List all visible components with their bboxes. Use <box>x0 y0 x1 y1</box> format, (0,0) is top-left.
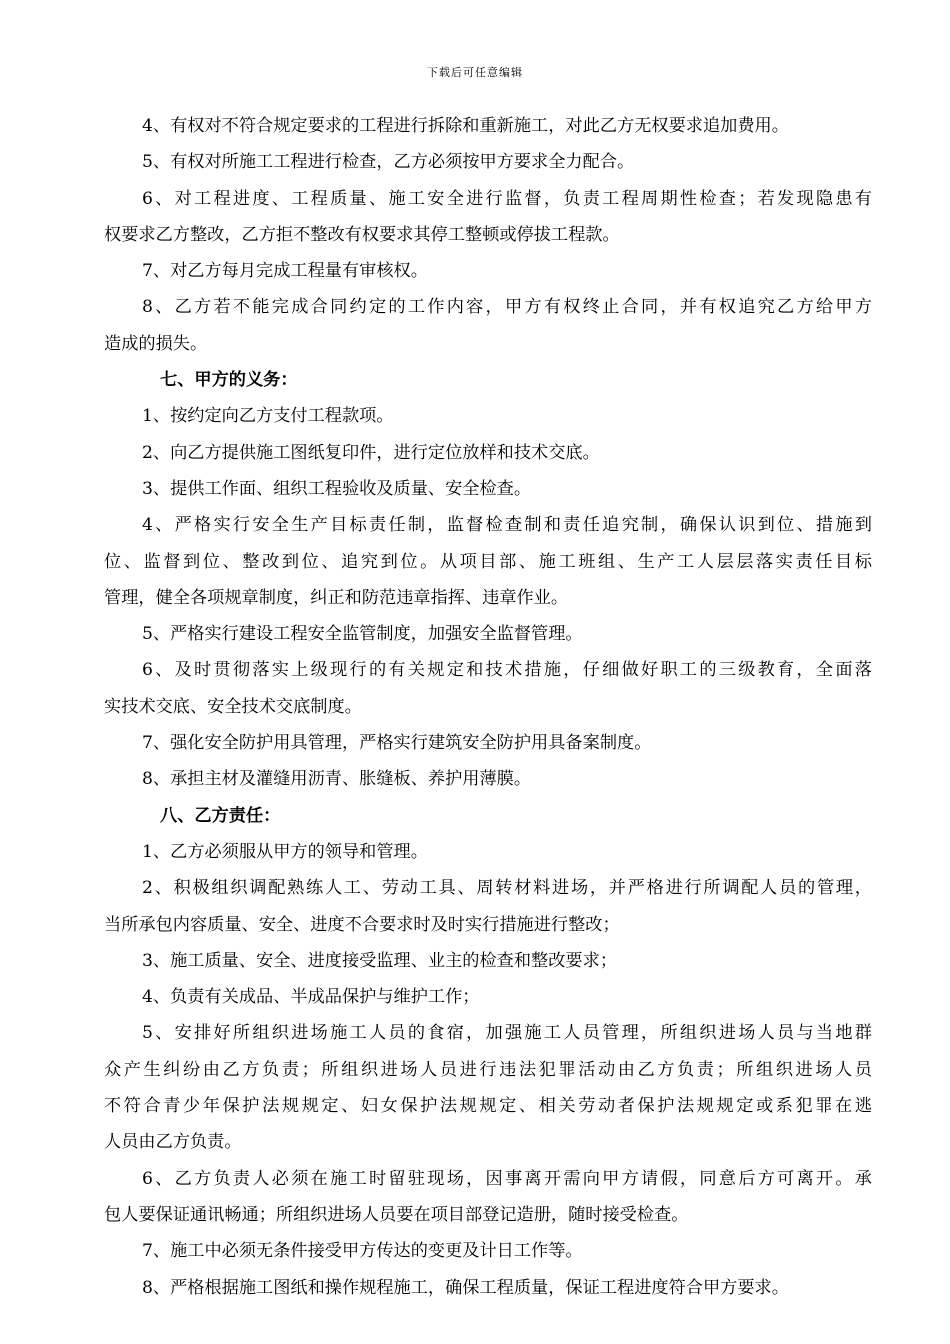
paragraph-line: 当所承包内容质量、安全、进度不合要求时及时实行措施进行整改； <box>104 914 620 935</box>
paragraph-line: 造成的损失。 <box>104 333 208 354</box>
paragraph-line: 包人要保证通讯畅通；所组织进场人员要在项目部登记造册，随时接受检查。 <box>104 1204 689 1225</box>
paragraph-line: 1、按约定向乙方支付工程款项。 <box>142 406 394 427</box>
paragraph-line: 7、施工中必须无条件接受甲方传达的变更及计日工作等。 <box>142 1241 583 1262</box>
paragraph-line: 3、提供工作面、组织工程验收及质量、安全检查。 <box>142 478 532 499</box>
page-header-note: 下载后可任意编辑 <box>427 66 523 79</box>
paragraph-line: 位、监督到位、整改到位、追究到位。从项目部、施工班组、生产工人层层落实责任目标 <box>104 551 872 572</box>
paragraph-line: 管理，健全各项规章制度，纠正和防范违章指挥、违章作业。 <box>104 587 569 608</box>
paragraph-line: 8、严格根据施工图纸和操作规程施工，确保工程质量，保证工程进度符合甲方要求。 <box>142 1277 789 1298</box>
paragraph-line: 不符合青少年保护法规规定、妇女保护法规规定、相关劳动者保护法规规定或系犯罪在逃 <box>104 1096 872 1117</box>
paragraph-line: 7、对乙方每月完成工程量有审核权。 <box>142 261 428 282</box>
paragraph-line: 1、乙方必须服从甲方的领导和管理。 <box>142 841 428 862</box>
paragraph-line: 人员由乙方负责。 <box>104 1132 242 1153</box>
paragraph-line: 4、有权对不符合规定要求的工程进行拆除和重新施工，对此乙方无权要求追加费用。 <box>142 116 789 136</box>
document-body <box>104 108 872 1306</box>
paragraph-line: 6、对工程进度、工程质量、施工安全进行监督，负责工程周期性检查；若发现隐患有 <box>142 188 872 209</box>
paragraph-line: 4、负责有关成品、半成品保护与维护工作； <box>142 987 480 1008</box>
paragraph-line: 众产生纠纷由乙方负责；所组织进场人员进行违法犯罪活动由乙方负责；所组织进场人员 <box>104 1059 872 1080</box>
paragraph-line: 8、承担主材及灌缝用沥青、胀缝板、养护用薄膜。 <box>142 769 532 790</box>
paragraph-line: 6、乙方负责人必须在施工时留驻现场，因事离开需向甲方请假，同意后方可离开。承 <box>142 1168 872 1189</box>
paragraph-line: 5、有权对所施工工程进行检查，乙方必须按甲方要求全力配合。 <box>142 152 635 173</box>
paragraph-line: 权要求乙方整改，乙方拒不整改有权要求其停工整顿或停拔工程款。 <box>104 224 620 245</box>
paragraph-line: 7、强化安全防护用具管理，严格实行建筑安全防护用具备案制度。 <box>142 733 652 754</box>
paragraph-line: 2、积极组织调配熟练人工、劳动工具、周转材料进场，并严格进行所调配人员的管理， <box>142 878 872 899</box>
paragraph-line: 8、乙方若不能完成合同约定的工作内容，甲方有权终止合同，并有权追究乙方给甲方 <box>142 297 872 318</box>
paragraph-line: 6、及时贯彻落实上级现行的有关规定和技术措施，仔细做好职工的三级教育，全面落 <box>142 660 872 681</box>
paragraph-line: 5、严格实行建设工程安全监管制度，加强安全监督管理。 <box>142 624 583 645</box>
paragraph-line: 2、向乙方提供施工图纸复印件，进行定位放样和技术交底。 <box>142 442 600 463</box>
paragraph-line: 3、施工质量、安全、进度接受监理、业主的检查和整改要求； <box>142 950 618 971</box>
section-heading: 八、乙方责任： <box>160 805 281 826</box>
section-heading: 七、甲方的义务： <box>160 370 298 391</box>
paragraph-line: 5、安排好所组织进场施工人员的食宿，加强施工人员管理，所组织进场人员与当地群 <box>142 1023 872 1044</box>
paragraph-line: 4、严格实行安全生产目标责任制，监督检查制和责任追究制，确保认识到位、措施到 <box>142 515 872 536</box>
paragraph-line: 实技术交底、安全技术交底制度。 <box>104 696 362 717</box>
